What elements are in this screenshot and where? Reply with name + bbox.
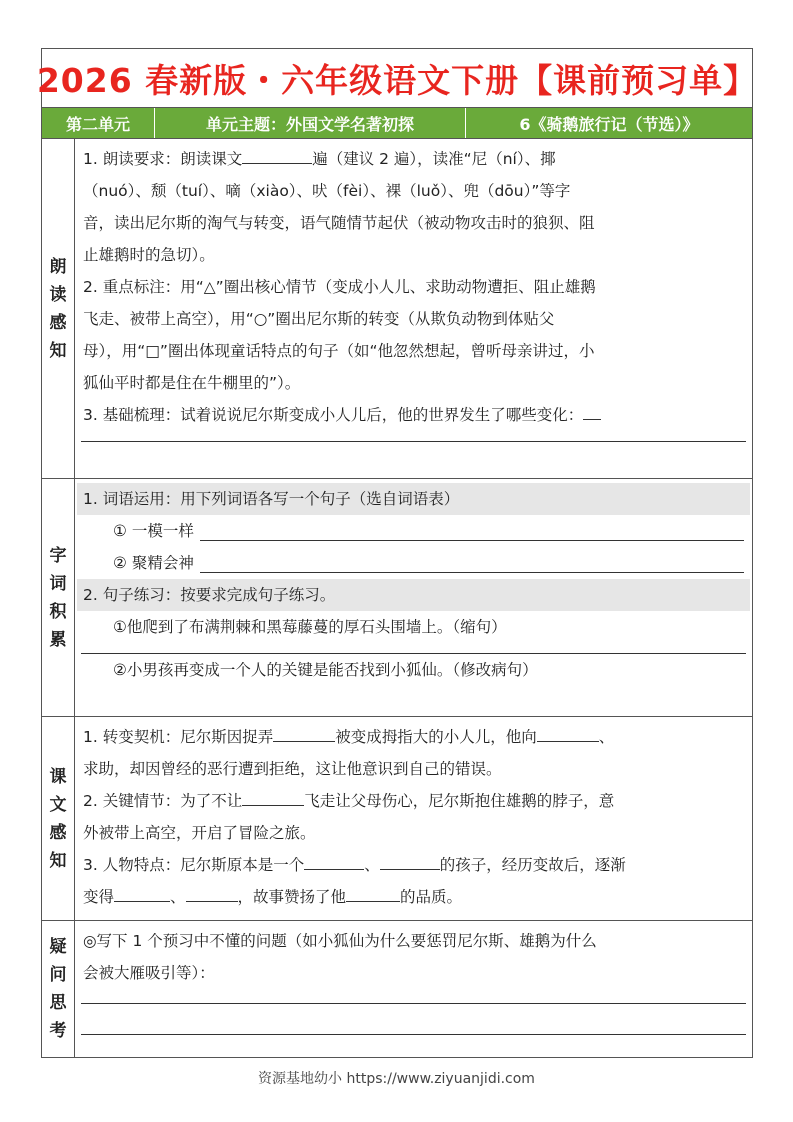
section-text (42, 717, 752, 921)
words-item-2: 2. 句子练习：按要求完成句子练习。 (77, 579, 750, 611)
section-content-reading: 1. 朗读要求：朗读课文 遍（建议 2 遍），读准“尼（ní）、揶 （nuó）、颓（tuí）、嘀（xiào）、吠（fèi）、裸（luǒ）、兜（dōu）”等字 音，读出尼尔斯的淘气与转变，语气随情节起伏（被动物攻击时的狼狈、阻 止雄鹅时的急切）。 2. 重点标注：用“△”圈出核心情节（变成小人儿、求助动物遭拒、阻止雄鹅 飞走、被带上高空），用“○”圈出尼尔斯的转变（从欺负动物到体贴父 母），用“□”圈出体现童话特点的句子（如“他忽然想起，曾听母亲讲过，小 狐仙平时都是住在牛棚里的”）。 3. 基础梳理：试着说说尼尔斯变成小人儿后，他的世界发生了哪些变化： (75, 139, 752, 478)
section-label-words: 字 词 积 累 (42, 479, 75, 716)
section-words (42, 479, 752, 717)
answer-blank[interactable] (304, 851, 364, 870)
answer-line[interactable] (81, 1004, 746, 1035)
answer-line[interactable] (81, 431, 746, 442)
answer-line[interactable] (200, 520, 744, 541)
answer-blank[interactable] (242, 145, 312, 164)
answer-blank[interactable] (537, 723, 599, 742)
text-item-2: 2. 关键情节：为了不让 飞走让父母伤心，尼尔斯抱住雄鹅的脖子，意 (83, 785, 744, 817)
answer-blank[interactable] (583, 401, 601, 420)
unit-label: 第二单元 (42, 108, 155, 138)
section-question (42, 921, 752, 1057)
reading-item-3: 3. 基础梳理：试着说说尼尔斯变成小人儿后，他的世界发生了哪些变化： (83, 399, 744, 431)
footer-source: 资源基地幼小 https://www.ziyuanjidi.com (258, 1071, 535, 1087)
section-content-question: ◎写下 1 个预习中不懂的问题（如小狐仙为什么要惩罚尼尔斯、雄鹅为什么 会被大雁吸引等）： (75, 921, 752, 1057)
unit-theme: 单元主题：外国文学名著初探 (155, 108, 466, 138)
answer-blank[interactable] (242, 787, 304, 806)
text-item-3: 3. 人物特点：尼尔斯原本是一个 、 的孩子，经历变故后，逐渐 (83, 849, 744, 881)
answer-line[interactable] (81, 643, 746, 654)
word-row-2: ② 聚精会神 (83, 547, 744, 579)
reading-item-2: 2. 重点标注：用“△”圈出核心情节（变成小人儿、求助动物遭拒、阻止雄鹅 (83, 278, 596, 296)
header-bar (42, 108, 752, 139)
section-content-words (75, 479, 752, 716)
section-reading (42, 139, 752, 479)
worksheet (36, 48, 758, 1058)
answer-blank[interactable] (186, 883, 238, 902)
section-label-reading: 朗 读 感 知 (42, 139, 75, 478)
sentence-2: ②小男孩再变成一个人的关键是能否找到小狐仙。（修改病句） (113, 661, 538, 679)
lesson-title: 6《骑鹅旅行记（节选）》 (519, 114, 699, 134)
word-row-1: ① 一模一样 (83, 515, 744, 547)
answer-blank[interactable] (273, 723, 335, 742)
answer-line[interactable] (200, 552, 744, 573)
section-label-question: 疑 问 思 考 (42, 921, 75, 1057)
section-label-text: 课 文 感 知 (42, 717, 75, 920)
sentence-1: ①他爬到了布满荆棘和黑莓藤蔓的厚石头围墙上。（缩句） (113, 618, 507, 636)
answer-blank[interactable] (380, 851, 440, 870)
question-prompt: ◎写下 1 个预习中不懂的问题（如小狐仙为什么要惩罚尼尔斯、雄鹅为什么 (83, 932, 597, 950)
words-item-1: 1. 词语运用：用下列词语各写一个句子（选自词语表） (77, 483, 750, 515)
reading-item-1: 1. 朗读要求：朗读课文 遍（建议 2 遍），读准“尼（ní）、揶 (83, 143, 744, 175)
answer-blank[interactable] (114, 883, 170, 902)
text-item-1: 1. 转变契机：尼尔斯因捉弄 被变成拇指大的小人儿，他向 、 (83, 721, 744, 753)
section-content-text: 1. 转变契机：尼尔斯因捉弄 被变成拇指大的小人儿，他向 、 求助，却因曾经的恶行遭到拒绝，这让他意识到自己的错误。 2. 关键情节：为了不让 飞走让父母伤心，尼尔斯抱住雄鹅的脖子，意 外被带上高空，开启了冒险之旅。 3. 人物特点：尼尔斯原本是一个 、 的孩子，经历变故后，逐渐 变得 、 ，故事赞扬了他 的品质。 (75, 717, 752, 920)
answer-line[interactable] (81, 989, 746, 1004)
answer-blank[interactable] (346, 883, 400, 902)
page-title: 2026 春新版・六年级语文下册【课前预习单】 (42, 49, 752, 108)
